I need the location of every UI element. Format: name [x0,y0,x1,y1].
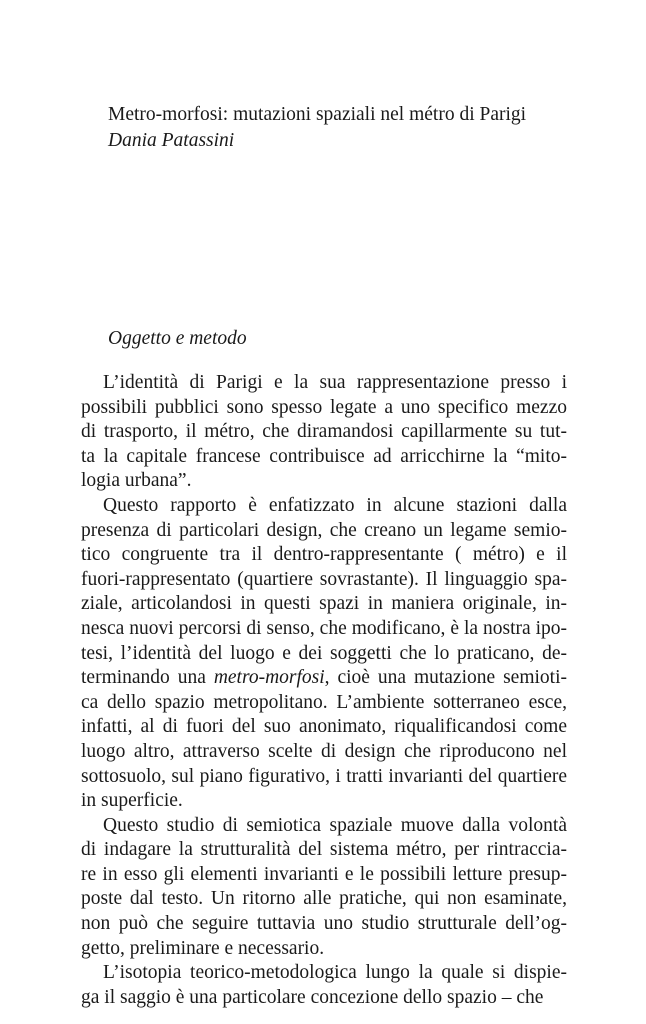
text-line [81,519,567,544]
line-segment: ta la capitale francese contribuisce ad arricchirne la “mito- [81,445,567,467]
paragraph [81,371,567,494]
text-line [81,691,567,716]
text-line [81,789,567,814]
text-line [81,814,567,839]
paragraph [81,494,567,814]
line-segment: Questo rapporto è enfatizzato in alcune stazioni dalla [103,494,567,516]
line-segment: presenza di particolari design, che creano un legame semio- [81,519,567,541]
line-segment: di trasporto, il métro, che diramandosi capillarmente su tut- [81,421,567,443]
paragraph [81,961,567,1010]
text-line [81,469,567,494]
text-line [81,568,567,593]
line-segment: , cioè una mutazione semioti- [324,667,567,689]
line-segment: tico congruente tra il dentro-rappresentante ( métro) e il [81,544,567,566]
line-segment: luogo altro, attraverso scelte di design che riproducono nel [81,740,567,762]
text-line [81,445,567,470]
section-heading: Oggetto e metodo [108,328,247,349]
paragraph [81,814,567,962]
text-line [81,420,567,445]
text-line [81,740,567,765]
italic-term: metro-morfosi [213,667,325,689]
text-line [81,715,567,740]
chapter-title: Metro-morfosi: mutazioni spaziali nel métro di Parigi [108,104,527,125]
line-segment: terminando una [81,667,214,689]
line-segment: poste dal testo. Un ritorno alle pratiche, qui non esaminate, [81,888,567,910]
line-segment: in superficie. [81,790,183,812]
line-segment: non può che seguire tuttavia uno studio strutturale dell’og- [81,913,567,935]
line-segment: L’isotopia teorico-metodologica lungo la quale si dispie- [103,962,567,984]
text-line [81,863,567,888]
line-segment: sottosuolo, sul piano figurativo, i tratti invarianti del quartiere [81,765,567,787]
body-text [81,371,567,1010]
chapter-author: Dania Patassini [108,130,235,151]
text-line [81,912,567,937]
line-segment: ziale, articolandosi in questi spazi in maniera originale, in- [81,593,567,615]
text-line [81,838,567,863]
line-segment: logia urbana”. [81,470,192,492]
text-line [81,617,567,642]
text-line [81,543,567,568]
text-line [81,961,567,986]
text-line [81,592,567,617]
line-segment: re in esso gli elementi invarianti e le possibili letture presup- [81,863,567,885]
line-segment: possibili pubblici sono spesso legate a uno specifico mezzo [81,396,567,418]
text-line [81,887,567,912]
text-line [81,494,567,519]
text-line [81,765,567,790]
text-line [81,666,567,691]
text-line [81,642,567,667]
line-segment: nesca nuovi percorsi di senso, che modificano, è la nostra ipo- [81,617,567,639]
line-segment: di indagare la strutturalità del sistema métro, per rintraccia- [81,839,567,861]
text-line [81,371,567,396]
text-line [81,986,567,1011]
line-segment: L’identità di Parigi e la sua rappresentazione presso i [103,372,567,393]
line-segment: tesi, l’identità del luogo e dei soggetti che lo praticano, de- [81,642,567,664]
line-segment: Questo studio di semiotica spaziale muove dalla volontà [103,814,567,836]
text-line [81,937,567,962]
line-segment: infatti, al di fuori del suo anonimato, riqualificandosi come [81,716,567,738]
line-segment: fuori-rappresentato (quartiere sovrastante). Il linguaggio spa- [81,568,567,590]
line-segment: getto, preliminare e necessario. [81,937,325,959]
line-segment: ga il saggio è una particolare concezione dello spazio – che [81,986,544,1008]
text-line [81,396,567,421]
line-segment: ca dello spazio metropolitano. L’ambiente sotterraneo esce, [81,691,567,713]
